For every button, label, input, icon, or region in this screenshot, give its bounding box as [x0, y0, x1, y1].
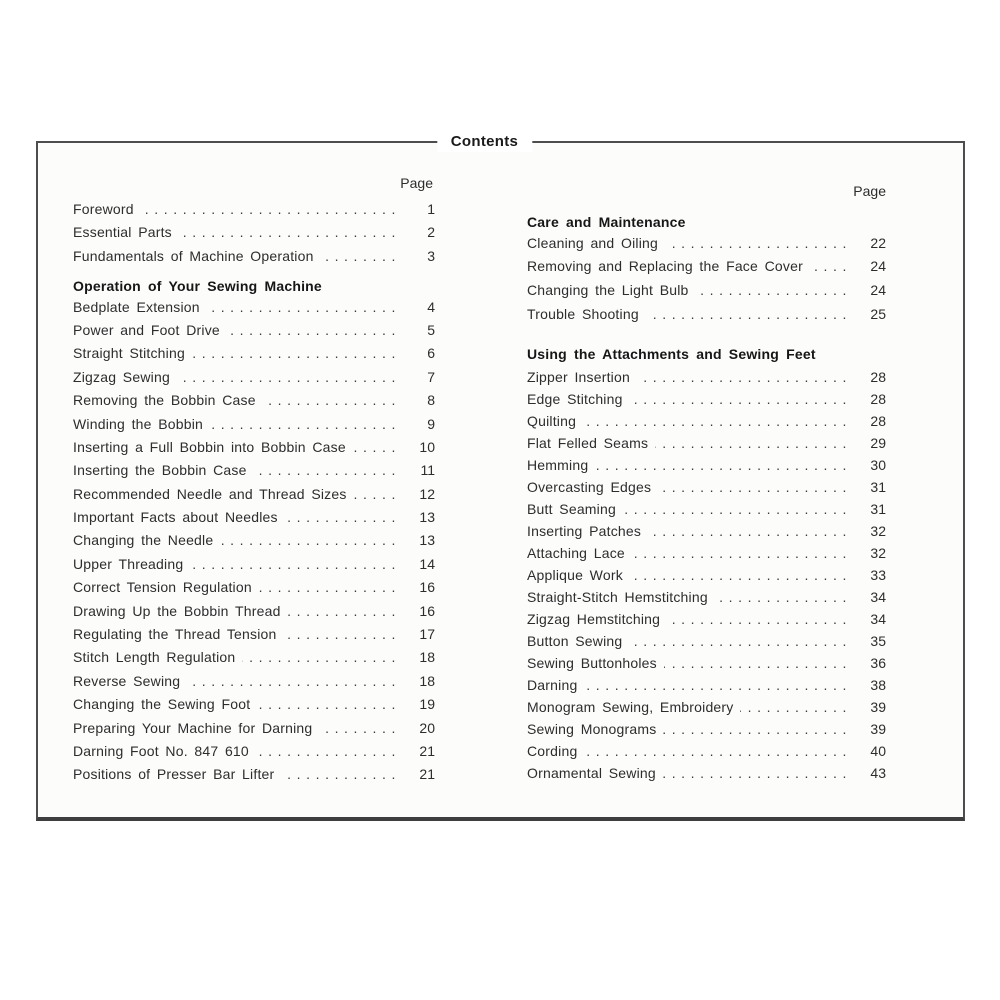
toc-entry-title: Changing the Needle	[73, 532, 214, 549]
dot-leader	[637, 369, 852, 385]
toc-section	[527, 343, 886, 787]
toc-entry-page: 21	[419, 766, 435, 783]
toc-entry	[73, 766, 435, 789]
toc-entry-page: 7	[427, 368, 435, 385]
dot-leader	[256, 743, 401, 759]
toc-entry-page: 5	[427, 321, 435, 338]
toc-entry	[527, 282, 886, 306]
toc-entry	[73, 743, 435, 766]
dot-leader	[715, 589, 852, 605]
toc-entry-title: Flat Felled Seams	[527, 435, 649, 452]
dot-leader	[283, 626, 401, 642]
toc-entry-page: 28	[870, 369, 886, 386]
dot-leader	[667, 611, 852, 627]
toc-entry	[527, 721, 886, 743]
dot-leader	[664, 655, 852, 671]
section-heading: Care and Maintenance	[527, 214, 686, 230]
dot-leader	[353, 439, 401, 455]
toc-entry-page: 12	[419, 485, 435, 502]
toc-entry-title: Overcasting Edges	[527, 479, 652, 496]
dot-leader	[263, 392, 401, 408]
toc-entry-title: Bedplate Extension	[73, 298, 200, 315]
toc-entry-title: Regulating the Thread Tension	[73, 626, 277, 643]
toc-entry	[73, 201, 435, 224]
toc-entry-title: Important Facts about Needles	[73, 509, 278, 526]
toc-entry	[73, 299, 435, 322]
toc-entry-page: 11	[420, 462, 435, 479]
toc-entry-title: Ornamental Sewing	[527, 765, 656, 782]
toc-entry-title: Applique Work	[527, 567, 623, 584]
toc-entry	[527, 633, 886, 655]
toc-entry-page: 2	[427, 224, 435, 241]
toc-entry-page: 9	[427, 415, 435, 432]
toc-entry-page: 16	[419, 602, 435, 619]
toc-entry	[73, 696, 435, 719]
toc-entry-page: 24	[870, 258, 886, 275]
toc-entry-title: Fundamentals of Machine Operation	[73, 247, 314, 264]
page-title: Contents	[437, 132, 532, 152]
toc-entry-page: 34	[870, 611, 886, 628]
toc-entry	[527, 743, 886, 765]
toc-entry-title: Darning Foot No. 847 610	[73, 742, 249, 759]
dot-leader	[207, 299, 401, 315]
toc-entry	[527, 306, 886, 330]
toc-entry	[527, 589, 886, 611]
dot-leader	[285, 509, 401, 525]
dot-leader	[663, 721, 852, 737]
toc-entry	[73, 392, 435, 415]
toc-entry-title: Removing and Replacing the Face Cover	[527, 258, 803, 275]
dot-leader	[192, 345, 401, 361]
toc-entry-page: 35	[870, 633, 886, 650]
dot-leader	[665, 235, 852, 251]
toc-entry-page: 1	[427, 201, 435, 217]
toc-entry	[73, 579, 435, 602]
dot-leader	[630, 391, 852, 407]
toc-entry	[73, 486, 435, 509]
toc-entry-title: Correct Tension Regulation	[73, 579, 252, 596]
toc-entry	[73, 509, 435, 532]
toc-entry-title: Winding the Bobbin	[73, 415, 204, 432]
toc-entry	[527, 435, 886, 457]
toc-entry	[527, 611, 886, 633]
dot-leader	[242, 649, 401, 665]
toc-entry-title: Darning	[527, 677, 578, 694]
toc-entry	[73, 224, 435, 247]
toc-entry	[73, 345, 435, 368]
toc-entry-title: Stitch Length Regulation	[73, 649, 236, 666]
toc-entry-title: Monogram Sewing, Embroidery	[527, 699, 734, 716]
toc-entry-title: Upper Threading	[73, 555, 184, 572]
toc-entry-page: 22	[870, 234, 886, 251]
toc-entry	[527, 545, 886, 567]
toc-entry-title: Edge Stitching	[527, 391, 623, 408]
toc-entry-title: Zipper Insertion	[527, 369, 630, 386]
toc-entry	[527, 523, 886, 545]
toc-entry-title: Straight-Stitch Hemstitching	[527, 589, 708, 606]
toc-entry	[73, 603, 435, 626]
right-column	[527, 181, 886, 787]
toc-entry-page: 39	[870, 721, 886, 738]
toc-entry-page: 4	[427, 298, 435, 315]
toc-entry-title: Sewing Buttonholes	[527, 655, 657, 672]
toc-entry-title: Inserting the Bobbin Case	[73, 462, 247, 479]
dot-leader	[648, 523, 852, 539]
toc-entry-title: Trouble Shooting	[527, 305, 639, 322]
dot-leader	[632, 545, 852, 561]
toc-entry-title: Drawing Up the Bobbin Thread	[73, 602, 281, 619]
dot-leader	[220, 532, 401, 548]
toc-entry-title: Zigzag Hemstitching	[527, 611, 661, 628]
toc-entry-page: 16	[419, 579, 435, 596]
toc-entry	[73, 673, 435, 696]
toc-entry-page: 10	[419, 438, 435, 455]
toc-entry-title: Quilting	[527, 413, 577, 430]
dot-leader	[210, 416, 401, 432]
toc-entry	[73, 649, 435, 672]
toc-entry	[73, 439, 435, 462]
toc-entry	[527, 413, 886, 435]
toc-entry	[73, 556, 435, 579]
toc-entry-title: Inserting a Full Bobbin into Bobbin Case	[73, 438, 346, 455]
toc-entry-title: Recommended Needle and Thread Sizes	[73, 485, 347, 502]
left-column	[73, 173, 435, 790]
toc-entry-title: Zigzag Sewing	[73, 368, 170, 385]
dot-leader	[177, 369, 401, 385]
section-heading: Operation of Your Sewing Machine	[73, 278, 322, 295]
toc-entry-page: 18	[419, 672, 435, 689]
toc-entry	[527, 655, 886, 677]
toc-entry-page: 14	[419, 555, 435, 572]
dot-leader	[629, 633, 852, 649]
toc-entry-page: 18	[419, 649, 435, 666]
toc-entry	[527, 391, 886, 413]
toc-entry-page: 28	[870, 413, 886, 430]
right-column-entries	[527, 211, 886, 787]
toc-entry	[73, 248, 435, 271]
dot-leader	[584, 743, 852, 759]
toc-entry-title: Attaching Lace	[527, 545, 625, 562]
toc-entry-title: Changing the Light Bulb	[527, 282, 689, 299]
section-heading: Using the Attachments and Sewing Feet	[527, 346, 816, 363]
toc-entry-page: 6	[427, 345, 435, 362]
dot-leader	[281, 766, 401, 782]
dot-leader	[190, 556, 401, 572]
toc-entry-page: 17	[419, 626, 435, 643]
toc-entry	[527, 479, 886, 501]
toc-entry-title: Preparing Your Machine for Darning	[73, 719, 313, 736]
toc-entry-title: Positions of Presser Bar Lifter	[73, 766, 275, 783]
toc-entry-page: 13	[419, 532, 435, 549]
toc-entry-title: Cording	[527, 743, 578, 760]
dot-leader	[319, 720, 401, 736]
dot-leader	[259, 579, 401, 595]
toc-entry	[527, 369, 886, 391]
toc-entry	[527, 235, 886, 259]
toc-entry-page: 33	[870, 567, 886, 584]
toc-entry-title: Power and Foot Drive	[73, 321, 220, 338]
toc-entry-page: 20	[419, 719, 435, 736]
toc-entry-page: 21	[419, 742, 435, 759]
toc-entry-page: 24	[870, 282, 886, 299]
toc-entry-page: 31	[870, 501, 886, 518]
toc-entry	[527, 501, 886, 523]
dot-leader	[141, 201, 401, 217]
toc-entry-page: 31	[870, 479, 886, 496]
dot-leader	[254, 462, 401, 478]
toc-entry-page: 19	[419, 696, 435, 713]
toc-entry-title: Reverse Sewing	[73, 672, 181, 689]
toc-entry	[527, 258, 886, 282]
toc-section	[73, 275, 435, 790]
toc-entry-title: Foreword	[73, 201, 134, 217]
dot-leader	[179, 224, 401, 240]
toc-entry-page: 39	[870, 699, 886, 716]
toc-entry-page: 32	[870, 523, 886, 540]
left-column-entries	[73, 201, 435, 790]
page-column-header-right: Page	[853, 183, 886, 199]
dot-leader	[354, 486, 401, 502]
dot-leader	[583, 413, 852, 429]
dot-leader	[288, 603, 401, 619]
document-page	[36, 133, 965, 821]
dot-leader	[655, 435, 852, 451]
toc-section	[527, 211, 886, 329]
dot-leader	[663, 765, 852, 781]
toc-entry-page: 3	[427, 247, 435, 264]
dot-leader	[187, 673, 401, 689]
toc-entry-page: 36	[870, 655, 886, 672]
toc-entry	[527, 677, 886, 699]
toc-entry-title: Sewing Monograms	[527, 721, 657, 738]
toc-entry-page: 8	[427, 392, 435, 409]
toc-entry-page: 34	[870, 589, 886, 606]
toc-entry-title: Essential Parts	[73, 224, 172, 241]
dot-leader	[630, 567, 852, 583]
toc-entry	[527, 457, 886, 479]
toc-entry-title: Butt Seaming	[527, 501, 616, 518]
dot-leader	[740, 699, 852, 715]
toc-entry-title: Cleaning and Oiling	[527, 234, 658, 251]
toc-entry-title: Changing the Sewing Foot	[73, 696, 251, 713]
toc-entry-title: Button Sewing	[527, 633, 623, 650]
dot-leader	[595, 457, 852, 473]
dot-leader	[257, 696, 401, 712]
dot-leader	[810, 258, 852, 274]
toc-entry	[527, 567, 886, 589]
toc-entry	[527, 765, 886, 787]
toc-entry-page: 30	[870, 457, 886, 474]
toc-entry	[73, 416, 435, 439]
toc-entry-page: 43	[870, 765, 886, 782]
dot-leader	[227, 322, 401, 338]
toc-entry	[73, 462, 435, 485]
page-column-header-left: Page	[400, 175, 433, 191]
toc-entry-page: 29	[870, 435, 886, 452]
toc-entry-page: 32	[870, 545, 886, 562]
toc-entry	[73, 720, 435, 743]
toc-entry-page: 13	[419, 509, 435, 526]
toc-entry-title: Straight Stitching	[73, 345, 185, 362]
toc-section	[73, 201, 435, 271]
toc-entry-page: 38	[870, 677, 886, 694]
toc-entry	[73, 532, 435, 555]
toc-entry-title: Hemming	[527, 457, 589, 474]
dot-leader	[696, 282, 852, 298]
dot-leader	[584, 677, 852, 693]
toc-entry-title: Removing the Bobbin Case	[73, 392, 256, 409]
toc-entry	[73, 626, 435, 649]
toc-entry-page: 25	[870, 305, 886, 322]
toc-entry-page: 28	[870, 391, 886, 408]
toc-entry	[73, 322, 435, 345]
dot-leader	[658, 479, 852, 495]
toc-entry	[73, 369, 435, 392]
dot-leader	[321, 248, 401, 264]
dot-leader	[623, 501, 852, 517]
toc-entry-title: Inserting Patches	[527, 523, 642, 540]
toc-entry-page: 40	[870, 743, 886, 760]
dot-leader	[646, 306, 852, 322]
toc-entry	[527, 699, 886, 721]
